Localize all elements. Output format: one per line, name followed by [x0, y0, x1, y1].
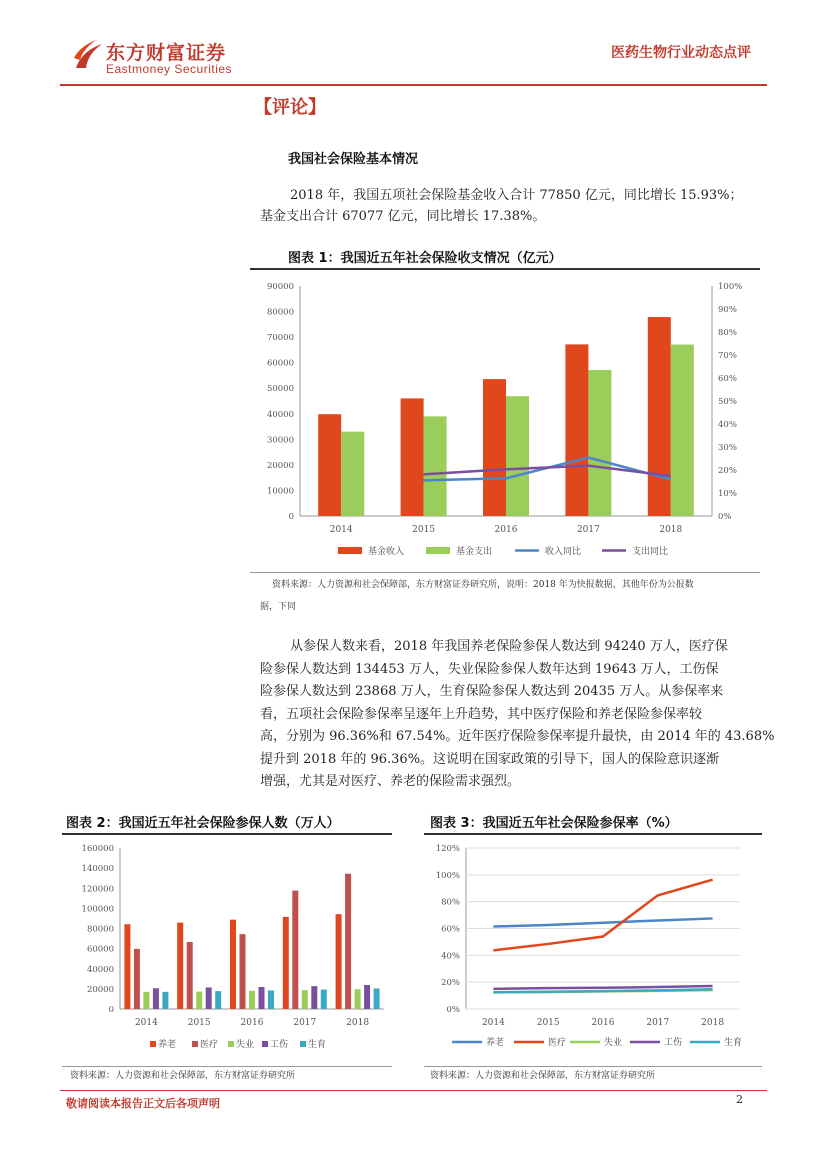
chart1-x-tick-label: 2017 — [576, 525, 600, 535]
figure-1-title: 图表 1：我国近五年社会保险收支情况（亿元） — [288, 251, 562, 266]
chart1-x-tick-label: 2016 — [494, 525, 518, 535]
chart2-y-tick-label: 20000 — [86, 984, 114, 995]
chart1-bar-expense — [341, 432, 364, 516]
header-divider — [60, 84, 767, 86]
chart1-legend-swatch — [426, 547, 450, 554]
figure-1-bottom-rule — [250, 572, 760, 573]
logo-name-en: Eastmoney Securities — [106, 62, 233, 76]
paragraph-1-line-1: 2018 年，我国五项社会保险基金收入合计 77850 亿元，同比增长 15.93%； — [290, 188, 743, 203]
chart1-y2-tick-label: 90% — [718, 305, 737, 315]
chart2-bar — [249, 991, 255, 1009]
chart2-legend-label: 生育 — [308, 1040, 327, 1050]
paragraph-2-line-5: 高，分别为 96.36%和 67.54%。近年医疗保险参保率提升最快，由 2014 年的 43.68% — [260, 729, 775, 744]
figure-2-chart — [62, 836, 392, 1064]
chart2-bar — [311, 986, 317, 1009]
chart3-legend-label: 养老 — [486, 1038, 505, 1048]
chart2-bar — [336, 914, 342, 1009]
chart2-legend-label: 医疗 — [200, 1040, 219, 1050]
chart2-legend-swatch — [228, 1041, 234, 1047]
chart2-bar — [321, 990, 327, 1009]
chart2-y-tick-label: 140000 — [81, 864, 114, 875]
chart1-y-tick-label: 50000 — [266, 384, 294, 395]
chart1-y2-tick-label: 60% — [718, 374, 737, 384]
chart2-legend-label: 工伤 — [270, 1040, 289, 1050]
chart2-bar — [302, 990, 308, 1009]
chart3-legend-label: 工伤 — [664, 1038, 683, 1048]
chart1-x-tick-label: 2018 — [659, 525, 683, 535]
logo-mark-icon — [72, 38, 104, 74]
paragraph-1-line-2: 基金支出合计 67077 亿元，同比增长 17.38%。 — [260, 209, 546, 224]
logo-name-cn: 东方财富证券 — [106, 42, 227, 64]
chart2-bar — [134, 949, 140, 1009]
chart3-line — [493, 986, 712, 989]
paragraph-2-line-1: 从参保人数来看，2018 年我国养老保险参保人数达到 94240 万人，医疗保 — [290, 639, 728, 654]
page-number: 2 — [736, 1093, 743, 1106]
chart2-bar — [292, 891, 298, 1009]
chart1-y2-tick-label: 20% — [718, 466, 737, 476]
chart1-y-tick-label: 0 — [288, 512, 294, 522]
chart1-x-tick-label: 2014 — [329, 525, 353, 535]
chart1-y-tick-label: 10000 — [266, 486, 294, 497]
chart3-y-tick-label: 80% — [441, 897, 460, 908]
figure-2-source: 资料来源：人力资源和社会保障部，东方财富证券研究所 — [70, 1071, 296, 1081]
chart1-legend-label: 收入同比 — [545, 547, 582, 557]
report-type: 医药生物行业动态点评 — [611, 45, 751, 61]
paragraph-2 — [260, 636, 775, 794]
chart2-y-tick-label: 60000 — [86, 944, 114, 955]
chart2-bar — [240, 934, 246, 1009]
chart2-legend-swatch — [150, 1041, 156, 1047]
chart1-y-tick-label: 80000 — [266, 307, 294, 318]
chart2-y-tick-label: 0 — [108, 1005, 114, 1015]
chart2-x-tick-label: 2018 — [346, 1018, 370, 1028]
chart1-x-tick-label: 2015 — [412, 525, 436, 535]
figure-1-source — [260, 574, 760, 618]
chart1-bar-expense — [588, 370, 611, 516]
chart2-legend-label: 养老 — [158, 1040, 177, 1050]
chart3-x-tick-label: 2016 — [591, 1018, 615, 1028]
chart2-legend-label: 失业 — [236, 1040, 255, 1050]
chart2-y-tick-label: 120000 — [81, 884, 114, 895]
chart1-y2-tick-label: 50% — [718, 397, 737, 407]
figure-3-chart — [424, 836, 762, 1064]
chart1-legend-swatch — [338, 547, 362, 554]
chart1-y-tick-label: 60000 — [266, 358, 294, 369]
chart2-y-tick-label: 160000 — [81, 844, 114, 854]
figure-2-top-rule — [62, 833, 392, 835]
chart2-bar — [283, 917, 289, 1009]
figure-3-title: 图表 3：我国近五年社会保险参保率（%） — [430, 816, 678, 831]
chart3-x-tick-label: 2018 — [701, 1018, 725, 1028]
chart3-line — [493, 880, 712, 951]
chart1-bar-income — [565, 344, 588, 516]
chart2-bar — [355, 989, 361, 1009]
chart2-bar — [177, 923, 183, 1009]
chart1-bar-expense — [424, 416, 447, 516]
chart3-x-tick-label: 2015 — [536, 1018, 560, 1028]
chart1-legend-label: 基金收入 — [368, 547, 405, 557]
chart3-y-tick-label: 0% — [446, 1005, 460, 1015]
chart1-y2-tick-label: 100% — [718, 282, 743, 292]
footer-disclaimer[interactable]: 敬请阅读本报告正文后各项声明 — [66, 1097, 220, 1110]
chart3-legend-label: 失业 — [604, 1038, 623, 1048]
chart2-bar — [268, 990, 274, 1009]
paragraph-2-line-6: 提升到 2018 年的 96.36%。这说明在国家政策的引导下，国人的保险意识逐渐 — [260, 751, 720, 767]
chart1-y-tick-label: 90000 — [266, 282, 294, 292]
chart3-legend-label: 生育 — [724, 1038, 743, 1048]
chart2-legend-swatch — [300, 1041, 306, 1047]
chart2-y-tick-label: 80000 — [86, 924, 114, 935]
paragraph-1 — [260, 185, 760, 227]
chart3-y-tick-label: 20% — [441, 978, 460, 989]
chart3-y-tick-label: 60% — [441, 924, 460, 935]
chart3-x-tick-label: 2014 — [481, 1018, 505, 1028]
chart2-x-tick-label: 2015 — [187, 1018, 211, 1028]
chart2-bar — [162, 992, 168, 1009]
chart2-bar — [259, 987, 265, 1009]
footer-divider — [60, 1090, 767, 1091]
chart1-bar-expense — [506, 396, 529, 516]
chart1-bar-income — [483, 379, 506, 516]
chart3-x-tick-label: 2017 — [646, 1018, 670, 1028]
chart1-y-tick-label: 70000 — [266, 333, 294, 344]
chart1-y2-tick-label: 30% — [718, 443, 737, 453]
chart1-bar-income — [401, 398, 424, 516]
chart2-bar — [374, 988, 380, 1009]
figure-1-chart — [250, 272, 760, 570]
chart1-y2-tick-label: 80% — [718, 328, 737, 338]
chart1-y2-tick-label: 70% — [718, 351, 737, 361]
chart2-x-tick-label: 2017 — [293, 1018, 317, 1028]
chart2-bar — [124, 924, 130, 1009]
chart1-legend-label: 支出同比 — [632, 547, 669, 557]
paragraph-2-line-3: 险参保人数达到 23868 万人，生育保险参保人数达到 20435 万人。从参保率来 — [260, 684, 724, 699]
figure-1-source-line-1: 资料来源：人力资源和社会保障部，东方财富证券研究所，说明：2018 年为快报数据，其他年份为公报数 — [272, 580, 694, 590]
chart1-y-tick-label: 20000 — [266, 460, 294, 471]
figure-1-source-line-2: 据，下同 — [260, 602, 297, 612]
chart1-legend-label: 基金支出 — [456, 547, 493, 557]
chart1-bar-expense — [671, 345, 694, 516]
chart2-bar — [143, 992, 149, 1009]
figure-1-top-rule — [250, 268, 760, 270]
paragraph-2-line-4: 看，五项社会保险参保率呈逐年上升趋势，其中医疗保险和养老保险参保率较 — [260, 706, 703, 722]
chart2-bar — [230, 920, 236, 1009]
chart2-bar — [364, 985, 370, 1009]
chart2-bar — [206, 987, 212, 1009]
chart1-y2-tick-label: 10% — [718, 489, 737, 499]
chart2-legend-swatch — [262, 1041, 268, 1047]
chart3-legend-label: 医疗 — [548, 1038, 567, 1048]
section-tag: 【评论】 — [254, 97, 326, 118]
chart3-line — [493, 918, 712, 926]
figure-3-top-rule — [424, 833, 762, 835]
chart2-bar — [153, 988, 159, 1009]
chart1-y2-tick-label: 0% — [718, 512, 732, 522]
figure-3-source: 资料来源：人力资源和社会保障部，东方财富证券研究所 — [430, 1071, 656, 1081]
chart3-y-tick-label: 100% — [435, 870, 460, 881]
chart2-bar — [187, 942, 193, 1009]
chart2-y-tick-label: 100000 — [81, 904, 114, 915]
chart1-bar-income — [318, 414, 341, 516]
paragraph-2-line-2: 险参保人数达到 134453 万人，失业保险参保人数年达到 19643 万人，工伤保 — [260, 661, 719, 677]
chart1-y-tick-label: 40000 — [266, 409, 294, 420]
chart2-x-tick-label: 2014 — [134, 1018, 158, 1028]
chart3-y-tick-label: 120% — [435, 844, 460, 854]
chart2-y-tick-label: 40000 — [86, 964, 114, 975]
chart2-x-tick-label: 2016 — [240, 1018, 264, 1028]
chart1-line-expense-yoy — [424, 466, 671, 476]
chart1-bar-income — [648, 317, 671, 516]
chart3-line — [493, 989, 712, 992]
chart2-bar — [345, 874, 351, 1009]
chart2-bar — [215, 991, 221, 1009]
chart2-bar — [196, 992, 202, 1009]
chart2-legend-swatch — [192, 1041, 198, 1047]
paragraph-2-line-7: 增强，尤其是对医疗、养老的保险需求强烈。 — [260, 774, 521, 789]
logo — [72, 38, 252, 80]
chart3-y-tick-label: 40% — [441, 951, 460, 962]
chart1-line-income-yoy — [424, 458, 671, 481]
chart1-y-tick-label: 30000 — [266, 435, 294, 446]
chart1-y2-tick-label: 40% — [718, 420, 737, 430]
subheading: 我国社会保险基本情况 — [288, 152, 419, 167]
figure-2-title: 图表 2：我国近五年社会保险参保人数（万人） — [66, 816, 340, 831]
